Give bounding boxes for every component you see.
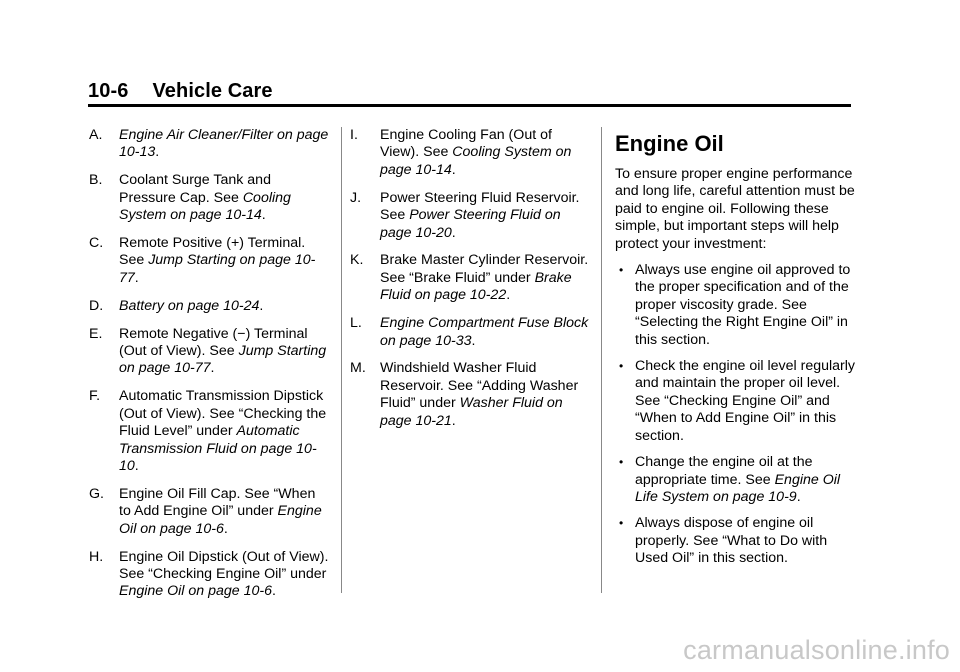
entry-letter: D. — [89, 297, 104, 314]
text-run: . — [796, 488, 801, 505]
cross-reference: Washer Fluid on page 10-21 — [380, 395, 563, 429]
component-entry — [350, 127, 590, 179]
page-header — [88, 80, 273, 103]
component-entry — [89, 549, 329, 601]
component-entry — [89, 298, 329, 315]
component-entry — [89, 486, 329, 538]
text-run: . — [134, 458, 139, 474]
component-entry — [350, 190, 590, 242]
watermark: carmanualsonline.info — [683, 635, 950, 665]
entry-letter: F. — [89, 388, 101, 405]
cross-reference: Engine Air Cleaner/Filter on page 10-13 — [119, 127, 329, 161]
text-run: . — [471, 332, 476, 349]
text-run: Check the engine oil level regularly and maintain the proper oil level. See “Checking Engine Oil” and “When to Add Engine Oil” in this section. — [635, 358, 856, 444]
entry-letter: G. — [89, 485, 104, 502]
component-entry — [89, 388, 329, 475]
entry-letter: H. — [89, 548, 104, 565]
bullet-item — [613, 515, 858, 567]
text-run: Engine Oil Dipstick (Out of View). See “Checking Engine Oil” under — [119, 548, 329, 583]
text-run: Always use engine oil approved to the proper specification and of the proper viscosity grade. See “Selecting the Right Engine Oil” in this section. — [635, 262, 851, 348]
text-run: Coolant Surge Tank and Pressure Cap. See — [119, 172, 271, 206]
entry-letter: L. — [350, 315, 362, 332]
text-run: . — [261, 207, 266, 224]
column-divider-1 — [341, 127, 342, 593]
component-entry — [89, 172, 329, 224]
text-run: . — [134, 269, 139, 286]
component-entry — [350, 360, 590, 430]
component-entry — [89, 326, 329, 378]
column-divider-2 — [601, 127, 602, 593]
entry-letter: E. — [89, 325, 103, 342]
component-entry — [89, 235, 329, 287]
bullet-list — [613, 262, 858, 568]
text-run: Always dispose of engine oil properly. See “What to Do with Used Oil” in this section. — [635, 515, 828, 567]
text-run: . — [155, 144, 160, 161]
bullet-item — [613, 358, 858, 445]
text-run: Brake Master Cylinder Reservoir. See “Brake Fluid” under — [380, 252, 589, 286]
entry-letter: A. — [89, 127, 103, 143]
text-run: Power Steering Fluid Reservoir. See — [380, 189, 580, 224]
text-run: Remote Negative (−) Terminal (Out of View). See — [119, 325, 308, 360]
chapter-title: Vehicle Care — [152, 80, 273, 102]
cross-reference: Brake Fluid on page 10-22 — [380, 269, 572, 304]
entry-letter: K. — [350, 252, 364, 269]
bullet-item — [613, 454, 858, 506]
text-run: . — [451, 224, 456, 241]
cross-reference: Engine Compartment Fuse Block on page 10-33 — [380, 315, 589, 349]
cross-reference: Automatic Transmission Fluid on page 10-10 — [119, 423, 317, 474]
page-number: 10-6 — [88, 80, 129, 102]
text-run: . — [506, 287, 511, 304]
entry-letter: C. — [89, 235, 104, 252]
text-run: Remote Positive (+) Terminal. See — [119, 235, 306, 269]
component-list-column-2 — [350, 127, 590, 441]
cross-reference: Power Steering Fluid on page 10-20 — [380, 207, 561, 241]
text-run: Engine Oil Fill Cap. See “When to Add Engine Oil” under — [119, 485, 316, 520]
component-entry — [350, 252, 590, 304]
text-run: Automatic Transmission Dipstick (Out of View). See “Checking the Fluid Level” under — [119, 388, 327, 440]
cross-reference: Jump Starting on page 10-77 — [119, 343, 327, 377]
text-run: Windshield Washer Fluid Reservoir. See “Adding Washer Fluid” under — [380, 360, 579, 412]
cross-reference: Jump Starting on page 10-77 — [119, 252, 316, 286]
bullet-icon: • — [619, 516, 624, 531]
bullet-icon: • — [619, 359, 624, 374]
bullet-item — [613, 262, 858, 349]
text-run: Engine Cooling Fan (Out of View). See — [380, 127, 552, 161]
engine-oil-section — [613, 127, 858, 577]
entry-letter: J. — [350, 189, 362, 206]
cross-reference: Engine Oil on page 10-6 — [119, 503, 322, 537]
cross-reference: Engine Oil Life System on page 10-9 — [635, 471, 841, 505]
text-run: Change the engine oil at the appropriate time. See — [635, 454, 813, 488]
bullet-icon: • — [619, 455, 624, 470]
text-run: . — [272, 583, 276, 600]
entry-letter: B. — [89, 172, 103, 189]
component-entry — [350, 315, 590, 350]
cross-reference: Engine Oil on page 10-6 — [119, 583, 273, 600]
section-intro: To ensure proper engine performance and long life, careful attention must be paid to engine oil. Following these simple, but important steps will help protect your investment: — [615, 166, 855, 252]
component-entry — [89, 127, 329, 162]
text-run: . — [451, 161, 456, 178]
text-run: . — [210, 360, 215, 377]
entry-letter: M. — [350, 360, 366, 377]
text-run: . — [223, 520, 228, 537]
bullet-icon: • — [619, 263, 624, 278]
text-run: . — [451, 412, 456, 429]
cross-reference: Cooling System on page 10-14 — [119, 189, 291, 224]
text-run: . — [259, 297, 264, 314]
entry-letter: I. — [350, 127, 358, 143]
header-rule — [88, 104, 851, 107]
section-title: Engine Oil — [615, 131, 724, 156]
cross-reference: Cooling System on page 10-14 — [380, 144, 572, 178]
component-list-column-1 — [89, 127, 329, 611]
cross-reference: Battery on page 10-24 — [119, 297, 260, 314]
